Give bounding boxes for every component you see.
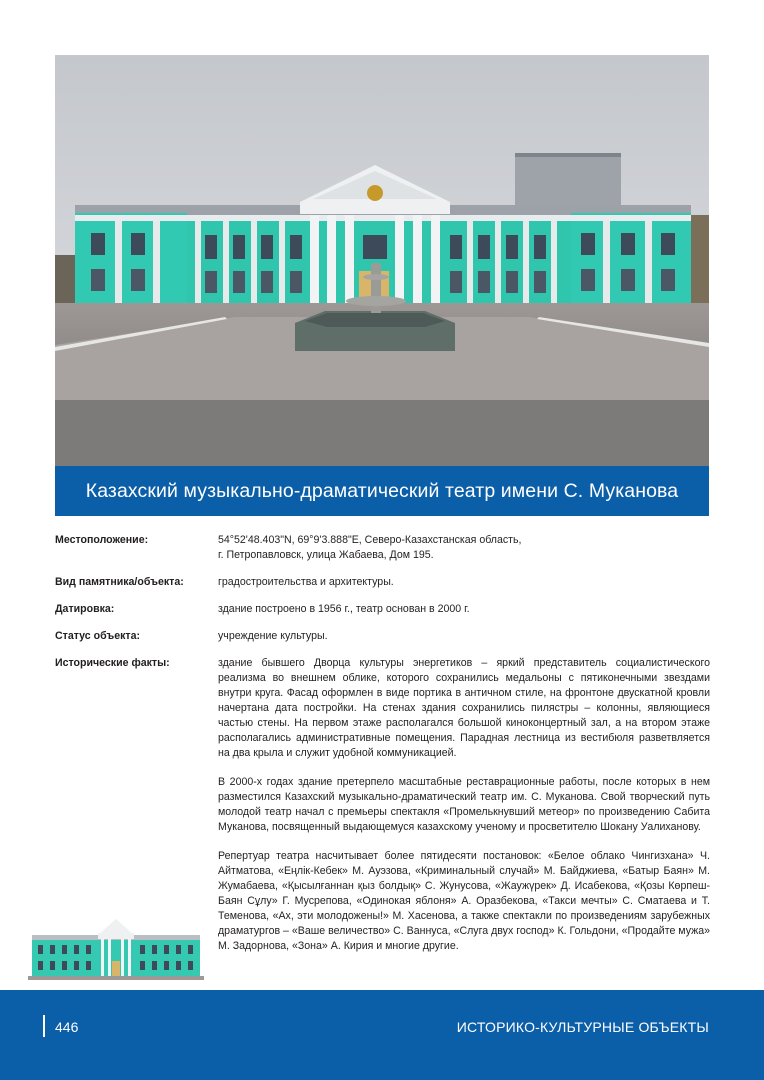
info-row-dating — [55, 602, 710, 629]
location-coordinates: 54°52'48.403"N, 69°9'3.888"E, Северо-Казахстанская область, — [218, 534, 522, 546]
info-value-status: учреждение культуры. — [218, 630, 328, 642]
building-thumbnail — [28, 905, 204, 980]
history-paragraph: В 2000-х годах здание претерпело масштабные реставрационные работы, после которых в нем разместился Казахский музыкально-драматический театр им. С. Муканова. Свой творческий путь молодой театр начал с премьеры спектакля «Промелькнувший метеор» по произведению Сабита Муканова, посвященный выдающемуся казахскому ученому и просветителю Шокану Уалиханову. — [218, 776, 710, 833]
info-label-history: Исторические факты: — [55, 657, 170, 669]
history-text — [218, 656, 710, 968]
object-info — [55, 533, 710, 968]
page-number: 446 — [55, 1019, 79, 1035]
footer-divider — [43, 1015, 45, 1037]
theatre-photo — [55, 55, 709, 466]
info-value-type: градостроительства и архитектуры. — [218, 576, 394, 588]
section-title: ИСТОРИКО-КУЛЬТУРНЫЕ ОБЪЕКТЫ — [456, 1019, 709, 1035]
building-thumbnail-illustration — [28, 905, 204, 980]
info-label-type: Вид памятника/объекта: — [55, 576, 184, 588]
info-value-dating: здание построено в 1956 г., театр основан в 2000 г. — [218, 603, 470, 615]
history-paragraph: здание бывшего Дворца культуры энергетиков – яркий представитель социалистического реализма во внешнем облике, которого сохранились медальоны с пятиконечными звездами внутри круга. Фасад оформлен в виде портика в античном стиле, на фронтоне двускатной кровли начертана дата постройки. На стенах здания сохранились пилястры – колонны, являющиеся частью стены. На первом этаже располагался большой киноконцертный зал, а на втором этаже располагались административные помещения. Парадная лестница из вестибюля разветвляется на два крыла и служит удобной коммуникацией. — [218, 657, 710, 759]
info-label-dating: Датировка: — [55, 603, 115, 615]
info-row-location — [55, 533, 710, 575]
page-footer — [0, 990, 764, 1080]
info-row-type — [55, 575, 710, 602]
page-title: Казахский музыкально-драматический театр имени С. Муканова — [85, 479, 679, 502]
theatre-photo-illustration — [55, 55, 709, 466]
info-value-location — [218, 533, 710, 575]
info-label-status: Статус объекта: — [55, 630, 141, 642]
info-label-location: Местоположение: — [55, 534, 149, 546]
location-address: г. Петропавловск, улица Жабаева, Дом 195. — [218, 549, 434, 561]
history-paragraph: Репертуар театра насчитывает более пятидесяти постановок: «Белое облако Чингизхана» Ч. Айтматова, «Еңлік-Кебек» М. Ауэзова, «Криминальный случай» М. Байджиева, «Батыр Баян» М. Жумабаева, «Қысылғаннан қыз болдық» С. Жунусова, «Жаужүрек» Д. Исабекова, «Қозы Көрпеш-Баян Сұлу» Г. Мусрепова, «Одинокая яблоня» А. Оразбекова, «Такси мечты» С. Сматаева и Т. Теменова, «Ах, эти молодожены!» М. Хасенова, а также спектакли по произведениям зарубежных драматургов – «Ваше величество» С. Ваннуса, «Слуга двух господ» К. Гольдони, «Продайте мужа» М. Задорнова, «Зона» А. Кирия и многие другие. — [218, 850, 710, 952]
info-row-status — [55, 629, 710, 656]
page-title-bar — [55, 466, 709, 516]
